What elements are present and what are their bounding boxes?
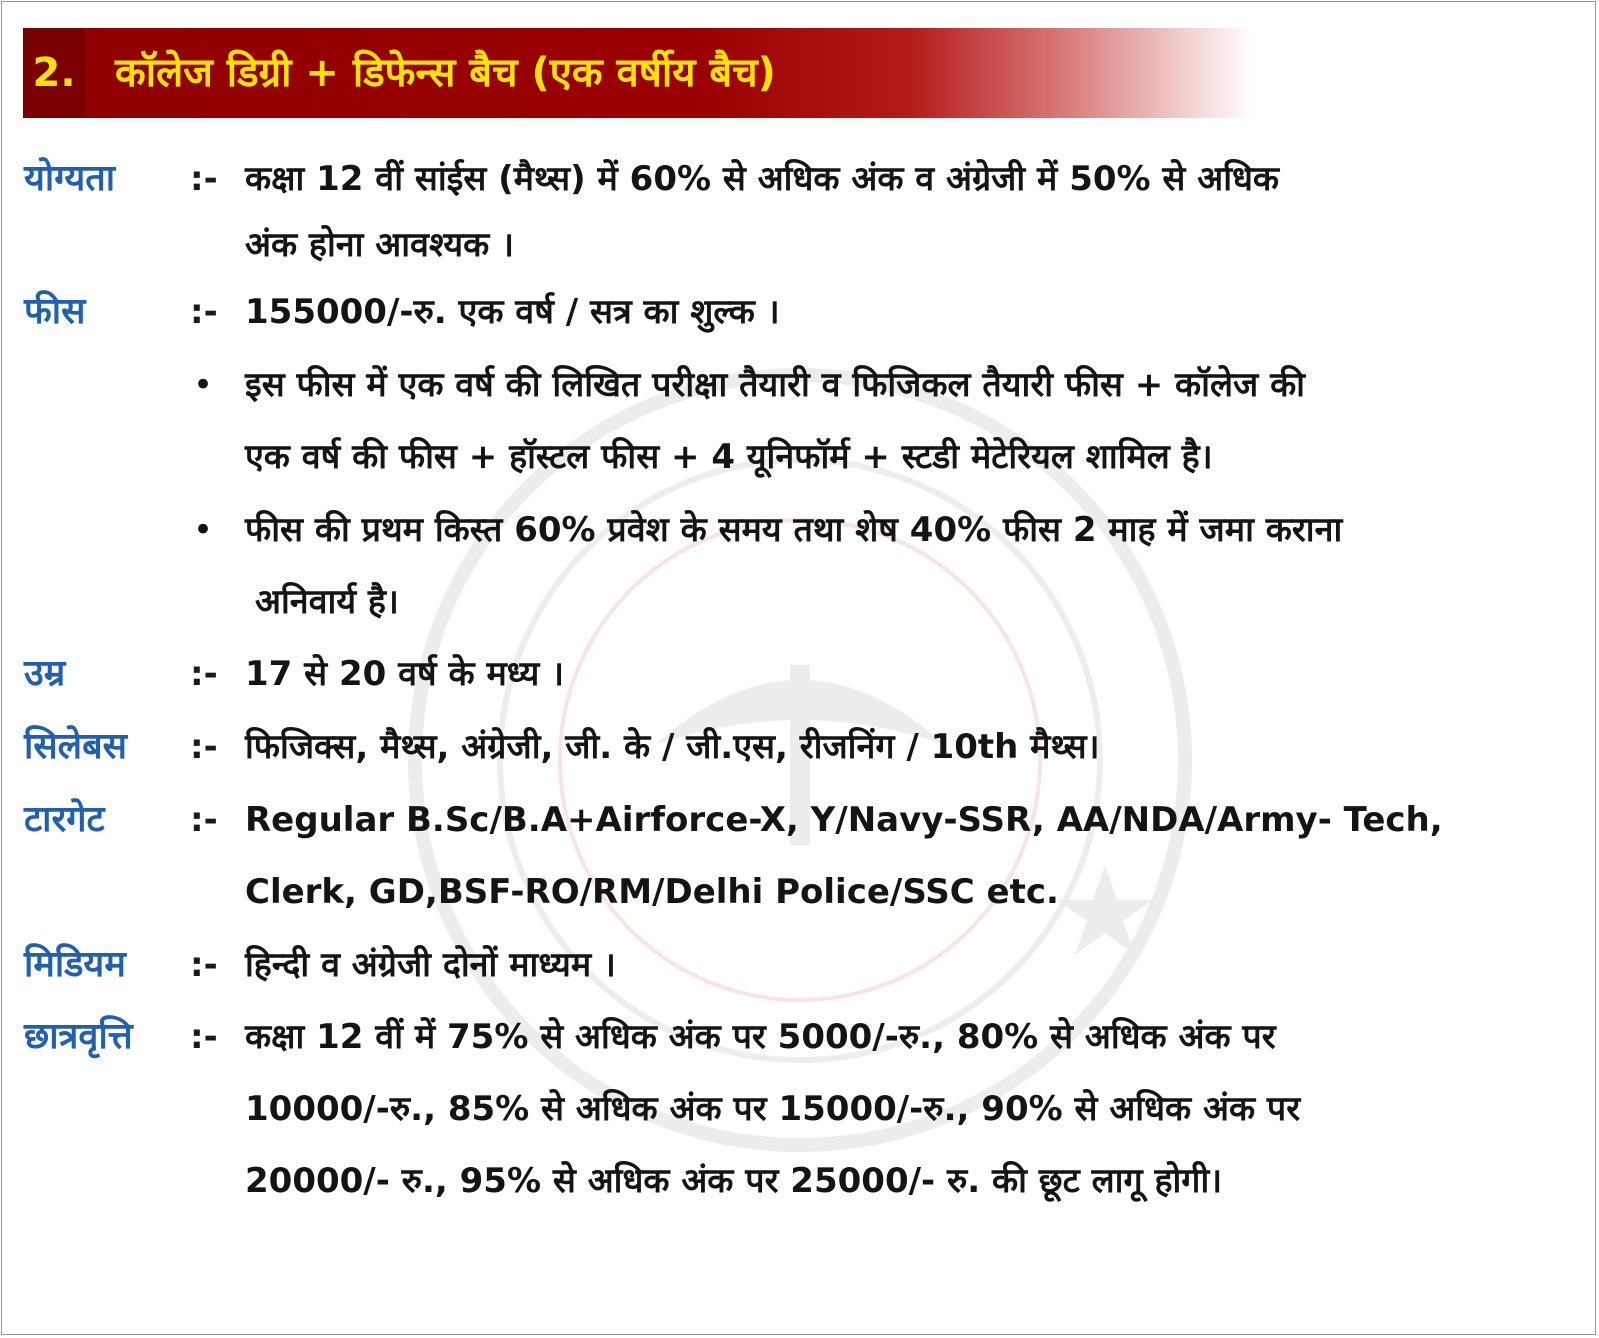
fees-bullet-1-line2: एक वर्ष की फीस + हॉस्टल फीस + 4 यूनिफॉर्म + स्टडी मेटेरियल शामिल है। xyxy=(245,437,1213,477)
target-label: टारगेट xyxy=(24,799,105,840)
fees-bullet-2-line2: अनिवार्य है। xyxy=(255,582,399,622)
section-number: 2. xyxy=(23,28,85,118)
syllabus-text: फिजिक्स, मैथ्स, अंग्रेजी, जी. के / जी.एस, रीजनिंग / 10th मैथ्स। xyxy=(245,727,1100,767)
separator: :- xyxy=(190,654,218,694)
scholarship-text-line2: 10000/-रु., 85% से अधिक अंक पर 15000/-रु., 90% से अधिक अंक पर xyxy=(245,1089,1301,1129)
scholarship-text-line3: 20000/- रु., 95% से अधिक अंक पर 25000/- रु. की छूट लागू होगी। xyxy=(245,1161,1223,1201)
separator: :- xyxy=(190,1017,218,1057)
age-label: उम्र xyxy=(24,653,66,694)
fees-label: फीस xyxy=(24,291,86,332)
medium-text: हिन्दी व अंग्रेजी दोनों माध्यम । xyxy=(245,945,616,985)
fees-bullet-2-line1: फीस की प्रथम किस्त 60% प्रवेश के समय तथा शेष 40% फीस 2 माह में जमा कराना xyxy=(245,510,1343,550)
medium-label: मिडियम xyxy=(24,944,126,985)
section-header-banner xyxy=(23,28,1253,118)
scholarship-text-line1: कक्षा 12 वीं में 75% से अधिक अंक पर 5000/-रु., 80% से अधिक अंक पर xyxy=(245,1017,1276,1057)
separator: :- xyxy=(190,292,218,332)
target-text-line1: Regular B.Sc/B.A+Airforce-X, Y/Navy-SSR, AA/NDA/Army- Tech, xyxy=(245,800,1443,840)
separator: :- xyxy=(190,727,218,767)
scholarship-label: छात्रवृत्ति xyxy=(24,1016,133,1057)
separator: :- xyxy=(190,159,218,199)
eligibility-text-line1: कक्षा 12 वीं सांईस (मैथ्स) में 60% से अधिक अंक व अंग्रेजी में 50% से अधिक xyxy=(245,159,1280,199)
target-text-line2: Clerk, GD,BSF-RO/RM/Delhi Police/SSC etc. xyxy=(245,872,1059,912)
syllabus-label: सिलेबस xyxy=(24,726,127,767)
fees-bullet-1-line1: इस फीस में एक वर्ष की लिखित परीक्षा तैयारी व फिजिकल तैयारी फीस + कॉलेज की xyxy=(245,365,1305,405)
bullet-icon: • xyxy=(193,510,214,550)
separator: :- xyxy=(190,945,218,985)
eligibility-text-line2: अंक होना आवश्यक । xyxy=(245,225,514,265)
separator: :- xyxy=(190,800,218,840)
section-title: कॉलेज डिग्री + डिफेन्स बैच (एक वर्षीय बैच) xyxy=(115,50,776,96)
age-text: 17 से 20 वर्ष के मध्य । xyxy=(245,654,565,694)
fees-text: 155000/-रु. एक वर्ष / सत्र का शुल्क । xyxy=(245,292,780,332)
bullet-icon: • xyxy=(193,365,214,405)
eligibility-label: योग्यता xyxy=(24,158,116,199)
